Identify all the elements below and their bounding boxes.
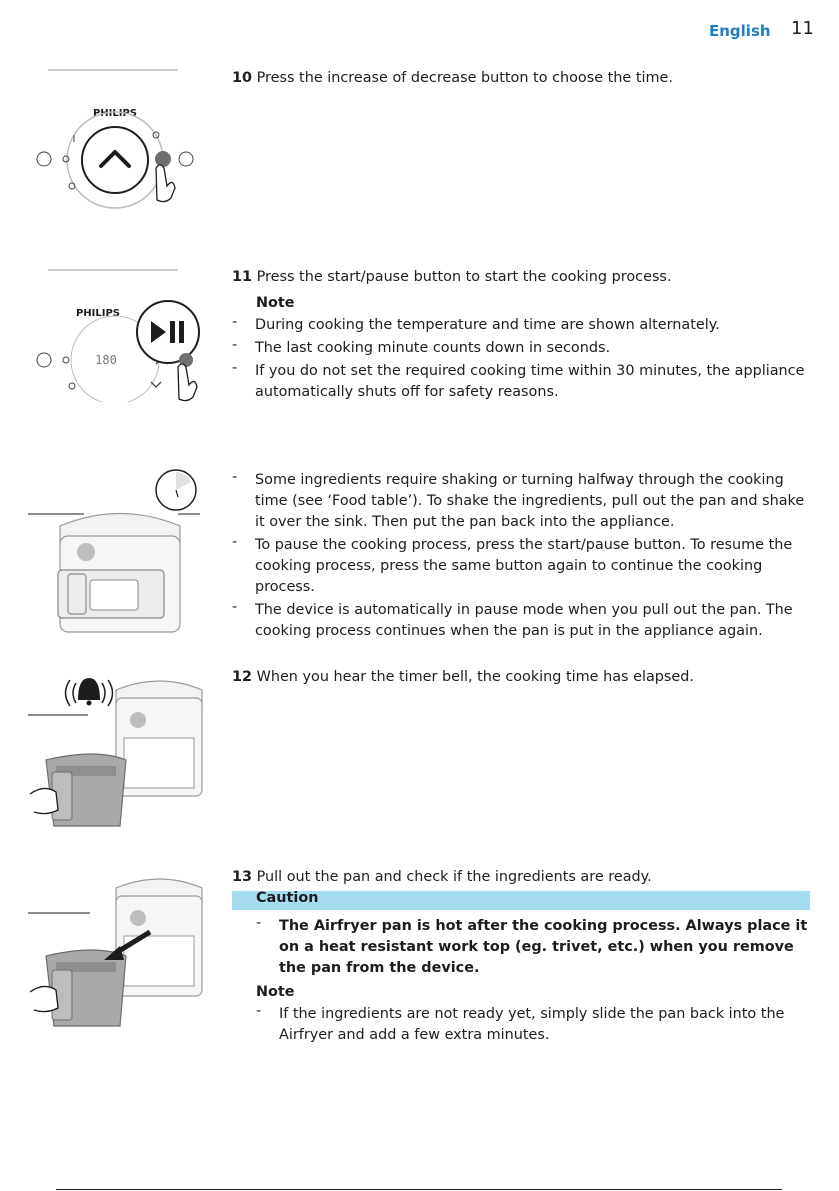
temperature-display: 180 bbox=[95, 353, 117, 367]
increase-button bbox=[82, 127, 148, 193]
step-10-text: Press the increase of decrease button to choose the time. bbox=[252, 70, 673, 86]
note-bullet: - During cooking the temperature and time are shown alternately. bbox=[232, 314, 720, 333]
note-bullet: - The last cooking minute counts down in seconds. bbox=[232, 337, 611, 356]
start-pause-button-zoom bbox=[137, 301, 199, 363]
step-10-number: 10 bbox=[232, 70, 253, 86]
shake-notes bbox=[232, 470, 810, 642]
note-bullet: - To pause the cooking process, press the start/pause button. To resume the cooking process, press the same button again to continue the cooking process. bbox=[232, 534, 793, 595]
hand-icon-3 bbox=[30, 788, 58, 813]
header-language: English bbox=[709, 22, 771, 40]
caution-bullet: - The Airfryer pan is hot after the cooking process. Always place it on a heat resistant work top (eg. trivet, etc.) when you remove the pan from the device. bbox=[256, 915, 808, 976]
time-button bbox=[155, 151, 171, 167]
step-11-note-label: Note bbox=[256, 295, 295, 311]
chevron-down-icon bbox=[151, 382, 161, 387]
brand-logo: PHILIPS bbox=[92, 108, 138, 119]
caution-label: Caution bbox=[256, 890, 319, 906]
note-bullet: - Some ingredients require shaking or turning halfway through the cooking time (see ‘Food table’). To shake the ingredients, pull out the pan and shake it over the sink. Then put the pan back into the appliance. bbox=[232, 469, 805, 530]
hand-icon-4 bbox=[30, 986, 58, 1011]
hand-icon bbox=[156, 165, 175, 202]
brand-logo-2: PHILIPS bbox=[75, 308, 121, 319]
note-bullet: - The device is automatically in pause mode when you pull out the pan. The cooking process continues when the pan is put in the appliance again. bbox=[232, 599, 793, 639]
pause-bar-2 bbox=[179, 321, 184, 343]
step-13-number: 13 bbox=[232, 869, 253, 885]
step-13-note-label: Note bbox=[256, 984, 295, 1000]
step-10 bbox=[232, 68, 673, 89]
note-bullet: - If you do not set the required cooking time within 30 minutes, the appliance automatically shuts off for safety reasons. bbox=[232, 360, 805, 400]
airfryer-shake-illustration bbox=[28, 466, 208, 642]
step-11-notes bbox=[232, 315, 810, 403]
airfryer-dial bbox=[77, 543, 95, 561]
basket-icon bbox=[63, 156, 69, 162]
caution-notes bbox=[256, 916, 811, 979]
pause-bar-1 bbox=[170, 321, 175, 343]
airfryer-pull-pan-illustration bbox=[28, 866, 208, 1036]
power-icon bbox=[37, 152, 51, 166]
light-icon-2 bbox=[69, 383, 75, 389]
note-bullet: - If the ingredients are not ready yet, simply slide the pan back into the Airfryer and add a few extra minutes. bbox=[256, 1003, 785, 1043]
step-12-number: 12 bbox=[232, 669, 253, 685]
step-12 bbox=[232, 667, 694, 688]
step-12-text: When you hear the timer bell, the cooking time has elapsed. bbox=[252, 669, 694, 685]
step-11-number: 11 bbox=[232, 269, 253, 285]
step-13-notes bbox=[256, 1004, 811, 1046]
hand-icon-2 bbox=[178, 364, 197, 401]
page-number: 11 bbox=[791, 18, 814, 39]
step-13-text: Pull out the pan and check if the ingredients are ready. bbox=[252, 869, 652, 885]
step-11 bbox=[232, 267, 672, 288]
step-11-text: Press the start/pause button to start the cooking process. bbox=[252, 269, 672, 285]
power-icon-2 bbox=[37, 353, 51, 367]
control-panel-start-illustration bbox=[28, 262, 208, 402]
control-panel-increase-illustration bbox=[28, 60, 208, 220]
airfryer-bell-illustration bbox=[28, 668, 208, 834]
bell-icon bbox=[78, 678, 100, 700]
caution-banner bbox=[232, 891, 810, 910]
start-pause-icon bbox=[179, 152, 193, 166]
footer-rule bbox=[56, 1189, 782, 1190]
basket-icon-2 bbox=[63, 357, 69, 363]
step-13 bbox=[232, 867, 652, 888]
